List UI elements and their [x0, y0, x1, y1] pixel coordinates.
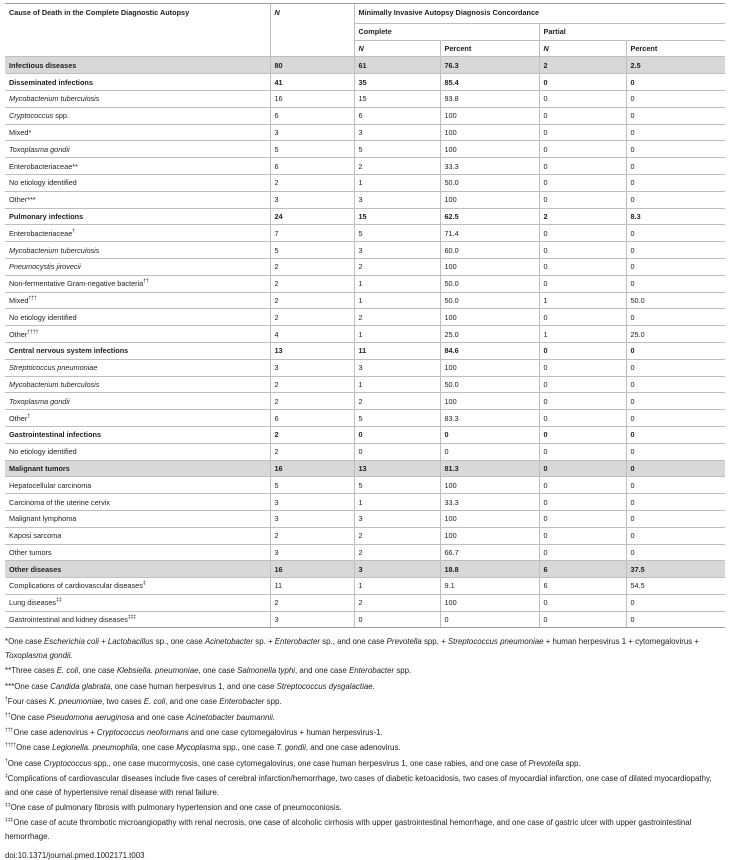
complete-n-cell: 1	[354, 494, 440, 511]
table-row	[5, 594, 725, 611]
table-row	[5, 107, 725, 124]
partial-percent-cell: 0	[626, 191, 725, 208]
header-partial: Partial	[539, 23, 725, 40]
complete-percent-cell: 84.6	[440, 342, 539, 359]
partial-percent-cell: 0	[626, 309, 725, 326]
complete-percent-cell: 25.0	[440, 326, 539, 343]
complete-percent-cell: 71.4	[440, 225, 539, 242]
cause-cell: Other tumors	[5, 544, 270, 561]
partial-percent-cell: 0	[626, 124, 725, 141]
partial-n-cell: 1	[539, 326, 626, 343]
partial-n-cell: 0	[539, 426, 626, 443]
complete-n-cell: 3	[354, 561, 440, 578]
complete-percent-cell: 100	[440, 359, 539, 376]
cause-cell: Disseminated infections	[5, 74, 270, 91]
n-cell: 7	[270, 225, 354, 242]
cause-cell: Other†	[5, 410, 270, 427]
n-cell: 16	[270, 90, 354, 107]
partial-n-cell: 0	[539, 309, 626, 326]
table-row	[5, 191, 725, 208]
table-row	[5, 292, 725, 309]
table-row	[5, 611, 725, 628]
complete-percent-cell: 62.5	[440, 208, 539, 225]
n-cell: 11	[270, 578, 354, 595]
n-cell: 24	[270, 208, 354, 225]
footnote: †††One case adenovirus + Cryptococcus neoformans and one case cytomegalovirus + human herpesvirus-1.	[5, 727, 383, 737]
complete-n-cell: 3	[354, 510, 440, 527]
partial-percent-cell: 0	[626, 510, 725, 527]
table-row	[5, 174, 725, 191]
partial-percent-cell: 25.0	[626, 326, 725, 343]
table-row	[5, 426, 725, 443]
complete-percent-cell: 100	[440, 124, 539, 141]
complete-percent-cell: 33.3	[440, 494, 539, 511]
complete-percent-cell: 93.8	[440, 90, 539, 107]
complete-percent-cell: 100	[440, 258, 539, 275]
complete-percent-cell: 0	[440, 426, 539, 443]
complete-n-cell: 1	[354, 292, 440, 309]
cause-cell: Pulmonary infections	[5, 208, 270, 225]
cause-cell: Other***	[5, 191, 270, 208]
table-row	[5, 477, 725, 494]
complete-n-cell: 2	[354, 258, 440, 275]
n-cell: 3	[270, 359, 354, 376]
footnote: ††One case Pseudomona aeruginosa and one case Acinetobacter baumannii.	[5, 711, 276, 722]
header-partial-percent: Percent	[626, 40, 725, 57]
n-cell: 13	[270, 342, 354, 359]
footnote: ‡‡One case of pulmonary fibrosis with pulmonary hypertension and one case of pneumoconiosis.	[5, 802, 342, 812]
partial-percent-cell: 0	[626, 410, 725, 427]
partial-n-cell: 0	[539, 191, 626, 208]
n-cell: 2	[270, 309, 354, 326]
table-row	[5, 510, 725, 527]
complete-n-cell: 13	[354, 460, 440, 477]
cause-cell: Mycobacterium tuberculosis	[5, 242, 270, 259]
n-cell: 3	[270, 191, 354, 208]
partial-n-cell: 0	[539, 393, 626, 410]
n-cell: 2	[270, 258, 354, 275]
cause-cell: Toxoplasma gondii	[5, 393, 270, 410]
partial-percent-cell: 0	[626, 158, 725, 175]
table-row	[5, 90, 725, 107]
partial-n-cell: 0	[539, 141, 626, 158]
n-cell: 6	[270, 107, 354, 124]
complete-percent-cell: 100	[440, 191, 539, 208]
partial-percent-cell: 0	[626, 393, 725, 410]
partial-percent-cell: 0	[626, 342, 725, 359]
cause-cell: Carcinoma of the uterine cervix	[5, 494, 270, 511]
complete-n-cell: 0	[354, 611, 440, 628]
page	[0, 3, 730, 860]
complete-n-cell: 1	[354, 174, 440, 191]
cause-cell: Hepatocellular carcinoma	[5, 477, 270, 494]
header-n: N	[270, 4, 354, 57]
partial-percent-cell: 0	[626, 460, 725, 477]
complete-percent-cell: 50.0	[440, 376, 539, 393]
complete-percent-cell: 100	[440, 477, 539, 494]
cause-cell: Streptococcus pneumoniae	[5, 359, 270, 376]
table-row	[5, 275, 725, 292]
complete-percent-cell: 50.0	[440, 174, 539, 191]
complete-n-cell: 15	[354, 208, 440, 225]
n-cell: 80	[270, 57, 354, 74]
complete-n-cell: 1	[354, 376, 440, 393]
complete-n-cell: 0	[354, 443, 440, 460]
cause-cell: No etiology identified	[5, 309, 270, 326]
partial-n-cell: 0	[539, 477, 626, 494]
complete-percent-cell: 81.3	[440, 460, 539, 477]
cause-cell: Mixed†††	[5, 292, 270, 309]
complete-percent-cell: 100	[440, 141, 539, 158]
cause-cell: Toxoplasma gondii	[5, 141, 270, 158]
complete-percent-cell: 100	[440, 309, 539, 326]
partial-percent-cell: 2.5	[626, 57, 725, 74]
complete-percent-cell: 0	[440, 443, 539, 460]
n-cell: 3	[270, 611, 354, 628]
cause-cell: Non-fermentative Gram-negative bacteria††	[5, 275, 270, 292]
n-cell: 3	[270, 544, 354, 561]
complete-percent-cell: 50.0	[440, 292, 539, 309]
partial-n-cell: 6	[539, 578, 626, 595]
complete-n-cell: 61	[354, 57, 440, 74]
partial-n-cell: 0	[539, 510, 626, 527]
complete-n-cell: 5	[354, 141, 440, 158]
partial-percent-cell: 0	[626, 242, 725, 259]
complete-percent-cell: 100	[440, 510, 539, 527]
cause-cell: Enterobacteriaceae**	[5, 158, 270, 175]
complete-n-cell: 2	[354, 309, 440, 326]
complete-n-cell: 5	[354, 410, 440, 427]
partial-percent-cell: 0	[626, 494, 725, 511]
n-cell: 2	[270, 443, 354, 460]
table-header	[5, 4, 725, 57]
table-row	[5, 225, 725, 242]
footnote: ††††One case Legionella. pneumophila, one case Mycoplasma spp., one case T. gondii, and one case adenovirus.	[5, 742, 401, 753]
partial-n-cell: 0	[539, 494, 626, 511]
n-cell: 6	[270, 410, 354, 427]
header-cause: Cause of Death in the Complete Diagnostic Autopsy	[5, 4, 270, 57]
complete-n-cell: 11	[354, 342, 440, 359]
partial-n-cell: 0	[539, 107, 626, 124]
n-cell: 2	[270, 376, 354, 393]
partial-n-cell: 0	[539, 544, 626, 561]
footnote: **Three cases E. coli, one case Klebsiella. pneumoniae, one case Salmonella typhi, and one case Enterobacter spp.	[5, 666, 412, 676]
table-row	[5, 578, 725, 595]
n-cell: 2	[270, 527, 354, 544]
cause-cell: Complications of cardiovascular diseases‡	[5, 578, 270, 595]
header-complete-percent: Percent	[440, 40, 539, 57]
partial-percent-cell: 0	[626, 443, 725, 460]
complete-n-cell: 2	[354, 158, 440, 175]
cause-cell: No etiology identified	[5, 443, 270, 460]
results-table	[5, 3, 725, 628]
footnote: †Four cases K. pneumoniae, two cases E. coli, and one case Enterobacter spp.	[5, 696, 282, 707]
partial-n-cell: 0	[539, 242, 626, 259]
partial-n-cell: 0	[539, 443, 626, 460]
partial-percent-cell: 0	[626, 594, 725, 611]
n-cell: 3	[270, 124, 354, 141]
n-cell: 2	[270, 426, 354, 443]
table-row	[5, 393, 725, 410]
partial-percent-cell: 0	[626, 426, 725, 443]
partial-percent-cell: 8.3	[626, 208, 725, 225]
partial-n-cell: 0	[539, 174, 626, 191]
complete-percent-cell: 100	[440, 393, 539, 410]
partial-n-cell: 6	[539, 561, 626, 578]
complete-n-cell: 2	[354, 594, 440, 611]
complete-n-cell: 3	[354, 359, 440, 376]
table-row	[5, 158, 725, 175]
footnote: ‡‡‡One case of acute thrombotic microangiopathy with renal necrosis, one case of alcoholic cirrhosis with upper gastrointestinal hemorrhage, and one case of gastric ulcer with upper gastrointestinal hemorrhage.	[5, 817, 692, 841]
table-row	[5, 57, 725, 74]
complete-percent-cell: 83.3	[440, 410, 539, 427]
partial-n-cell: 0	[539, 527, 626, 544]
table-row	[5, 527, 725, 544]
complete-percent-cell: 76.3	[440, 57, 539, 74]
table-row	[5, 74, 725, 91]
partial-n-cell: 0	[539, 258, 626, 275]
table-row	[5, 258, 725, 275]
partial-percent-cell: 0	[626, 174, 725, 191]
n-cell: 2	[270, 393, 354, 410]
complete-n-cell: 3	[354, 191, 440, 208]
n-cell: 16	[270, 561, 354, 578]
complete-n-cell: 1	[354, 275, 440, 292]
complete-n-cell: 3	[354, 242, 440, 259]
partial-percent-cell: 0	[626, 611, 725, 628]
complete-percent-cell: 85.4	[440, 74, 539, 91]
cause-cell: Cryptococcus spp.	[5, 107, 270, 124]
partial-percent-cell: 0	[626, 275, 725, 292]
table-body	[5, 57, 725, 628]
complete-percent-cell: 100	[440, 107, 539, 124]
complete-n-cell: 5	[354, 477, 440, 494]
partial-n-cell: 0	[539, 410, 626, 427]
table-row	[5, 309, 725, 326]
footnotes	[5, 635, 725, 843]
partial-n-cell: 0	[539, 74, 626, 91]
table-row	[5, 410, 725, 427]
partial-n-cell: 2	[539, 57, 626, 74]
partial-n-cell: 0	[539, 359, 626, 376]
partial-percent-cell: 0	[626, 376, 725, 393]
partial-percent-cell: 37.5	[626, 561, 725, 578]
n-cell: 2	[270, 275, 354, 292]
n-cell: 2	[270, 174, 354, 191]
table-row	[5, 494, 725, 511]
complete-n-cell: 3	[354, 124, 440, 141]
partial-percent-cell: 0	[626, 141, 725, 158]
table-row	[5, 342, 725, 359]
complete-percent-cell: 9.1	[440, 578, 539, 595]
complete-percent-cell: 18.8	[440, 561, 539, 578]
partial-percent-cell: 0	[626, 527, 725, 544]
cause-cell: Central nervous system infections	[5, 342, 270, 359]
partial-n-cell: 0	[539, 611, 626, 628]
complete-percent-cell: 100	[440, 594, 539, 611]
header-complete-n: N	[354, 40, 440, 57]
complete-n-cell: 35	[354, 74, 440, 91]
table-row	[5, 124, 725, 141]
footnote: ***One case Candida glabrata, one case human herpesvirus 1, and one case Streptococcus dysgalactiae.	[5, 681, 375, 691]
cause-cell: Mycobacterium tuberculosis	[5, 376, 270, 393]
footnote: ‡Complications of cardiovascular diseases include five cases of cerebral infarction/hemorrhage, two cases of diabetic ketoacidosis, two cases of myocardial infarction, one case of dilated myocardiopathy, and one case of hypertensive renal disease with renal failure.	[5, 773, 712, 797]
partial-n-cell: 0	[539, 594, 626, 611]
complete-n-cell: 5	[354, 225, 440, 242]
cause-cell: Kaposi sarcoma	[5, 527, 270, 544]
header-complete: Complete	[354, 23, 539, 40]
partial-percent-cell: 0	[626, 90, 725, 107]
complete-percent-cell: 66.7	[440, 544, 539, 561]
cause-cell: Other diseases	[5, 561, 270, 578]
table-row	[5, 544, 725, 561]
n-cell: 5	[270, 477, 354, 494]
table-row	[5, 242, 725, 259]
table-row	[5, 443, 725, 460]
header-partial-n: N	[539, 40, 626, 57]
complete-percent-cell: 100	[440, 527, 539, 544]
cause-cell: Mixed*	[5, 124, 270, 141]
partial-n-cell: 0	[539, 124, 626, 141]
partial-percent-cell: 0	[626, 225, 725, 242]
table-row	[5, 326, 725, 343]
n-cell: 6	[270, 158, 354, 175]
complete-percent-cell: 50.0	[440, 275, 539, 292]
header-concordance: Minimally Invasive Autopsy Diagnosis Concordance	[354, 4, 725, 24]
n-cell: 5	[270, 242, 354, 259]
partial-percent-cell: 0	[626, 359, 725, 376]
cause-cell: Enterobacteriaceae†	[5, 225, 270, 242]
cause-cell: Lung diseases‡‡	[5, 594, 270, 611]
cause-cell: Infectious diseases	[5, 57, 270, 74]
complete-n-cell: 2	[354, 393, 440, 410]
partial-n-cell: 0	[539, 158, 626, 175]
n-cell: 4	[270, 326, 354, 343]
cause-cell: Mycobacterium tuberculosis	[5, 90, 270, 107]
partial-percent-cell: 54.5	[626, 578, 725, 595]
partial-n-cell: 0	[539, 225, 626, 242]
n-cell: 3	[270, 510, 354, 527]
partial-n-cell: 0	[539, 376, 626, 393]
cause-cell: Malignant lymphoma	[5, 510, 270, 527]
partial-n-cell: 2	[539, 208, 626, 225]
complete-n-cell: 2	[354, 544, 440, 561]
complete-percent-cell: 0	[440, 611, 539, 628]
complete-n-cell: 2	[354, 527, 440, 544]
n-cell: 3	[270, 494, 354, 511]
table-row	[5, 359, 725, 376]
partial-percent-cell: 50.0	[626, 292, 725, 309]
cause-cell: Malignant tumors	[5, 460, 270, 477]
complete-n-cell: 0	[354, 426, 440, 443]
cause-cell: Gastrointestinal and kidney diseases‡‡‡	[5, 611, 270, 628]
partial-n-cell: 0	[539, 90, 626, 107]
complete-n-cell: 15	[354, 90, 440, 107]
doi-text: doi:10.1371/journal.pmed.1002171.t003	[5, 851, 145, 860]
cause-cell: No etiology identified	[5, 174, 270, 191]
n-cell: 41	[270, 74, 354, 91]
partial-percent-cell: 0	[626, 544, 725, 561]
cause-cell: Other††††	[5, 326, 270, 343]
partial-percent-cell: 0	[626, 477, 725, 494]
partial-n-cell: 0	[539, 342, 626, 359]
n-cell: 2	[270, 594, 354, 611]
cause-cell: Pneumocystis jirovecii	[5, 258, 270, 275]
table-row	[5, 376, 725, 393]
complete-n-cell: 6	[354, 107, 440, 124]
table-row	[5, 208, 725, 225]
cause-cell: Gastrointestinal infections	[5, 426, 270, 443]
n-cell: 2	[270, 292, 354, 309]
footnote: *One case Escherichia coli + Lactobacillus sp., one case Acinetobacter sp. + Enterobacter sp., and one case Prevotella spp. + Streptococcus pneumoniae + human herpesvirus 1 + cytomegalovirus + Toxoplasma gondii.	[5, 637, 699, 660]
n-cell: 5	[270, 141, 354, 158]
complete-percent-cell: 33.3	[440, 158, 539, 175]
n-cell: 16	[270, 460, 354, 477]
table-row	[5, 561, 725, 578]
table-row	[5, 141, 725, 158]
partial-n-cell: 0	[539, 275, 626, 292]
complete-percent-cell: 60.0	[440, 242, 539, 259]
table-row	[5, 460, 725, 477]
partial-percent-cell: 0	[626, 107, 725, 124]
partial-percent-cell: 0	[626, 258, 725, 275]
partial-percent-cell: 0	[626, 74, 725, 91]
complete-n-cell: 1	[354, 578, 440, 595]
footnote: †One case Cryptococcus spp., one case mucormycosis, one case cytomegalovirus, one case human herpesvirus 1, one case rabies, and one case of Prevotella spp.	[5, 758, 581, 768]
partial-n-cell: 1	[539, 292, 626, 309]
partial-n-cell: 0	[539, 460, 626, 477]
complete-n-cell: 1	[354, 326, 440, 343]
